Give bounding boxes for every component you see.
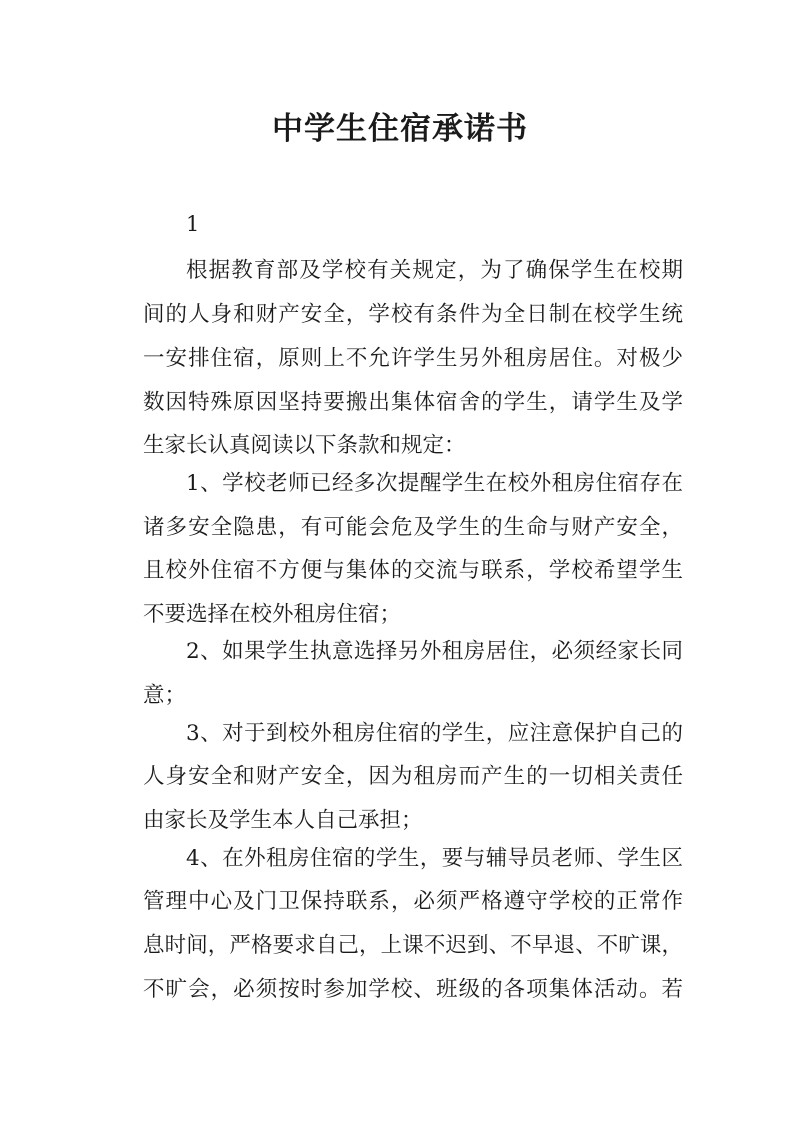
- paragraph-5-line-3: 息时间，严格要求自己，上课不迟到、不早退、不旷课，: [143, 933, 683, 958]
- paragraph-3-line-2: 意；: [143, 683, 187, 708]
- paragraph-2-line-4: 不要选择在校外租房住宿；: [143, 602, 402, 627]
- paragraph-1-line-5: 生家长认真阅读以下条款和规定：: [143, 433, 466, 458]
- paragraph-2-line-3: 且校外住宿不方便与集体的交流与联系，学校希望学生: [143, 558, 683, 583]
- paragraph-5-line-1: 4、在外租房住宿的学生，要与辅导员老师、学生区: [186, 846, 683, 871]
- paragraph-4-line-1: 3、对于到校外租房住宿的学生，应注意保护自己的: [186, 721, 683, 746]
- paragraph-2-line-1: 1、学校老师已经多次提醒学生在校外租房住宿存在: [186, 471, 683, 496]
- paragraph-1-line-1: 根据教育部及学校有关规定，为了确保学生在校期: [186, 258, 683, 283]
- paragraph-1-line-2: 间的人身和财产安全，学校有条件为全日制在校学生统: [143, 302, 683, 327]
- paragraph-1-line-3: 一安排住宿，原则上不允许学生另外租房居住。对极少: [143, 346, 683, 371]
- paragraph-1-line-4: 数因特殊原因坚持要搬出集体宿舍的学生，请学生及学: [143, 390, 683, 415]
- page-number: 1: [186, 212, 200, 236]
- paragraph-5-line-4: 不旷会，必须按时参加学校、班级的各项集体活动。若: [143, 977, 683, 1002]
- paragraph-4-line-3: 由家长及学生本人自己承担；: [143, 808, 423, 833]
- paragraph-4-line-2: 人身安全和财产安全，因为租房而产生的一切相关责任: [143, 764, 683, 789]
- paragraph-5-line-2: 管理中心及门卫保持联系，必须严格遵守学校的正常作: [143, 889, 683, 914]
- paragraph-2-line-2: 诸多安全隐患，有可能会危及学生的生命与财产安全，: [143, 515, 683, 540]
- document-title: 中学生住宿承诺书: [272, 111, 528, 147]
- paragraph-3-line-1: 2、如果学生执意选择另外租房居住，必须经家长同: [186, 639, 683, 664]
